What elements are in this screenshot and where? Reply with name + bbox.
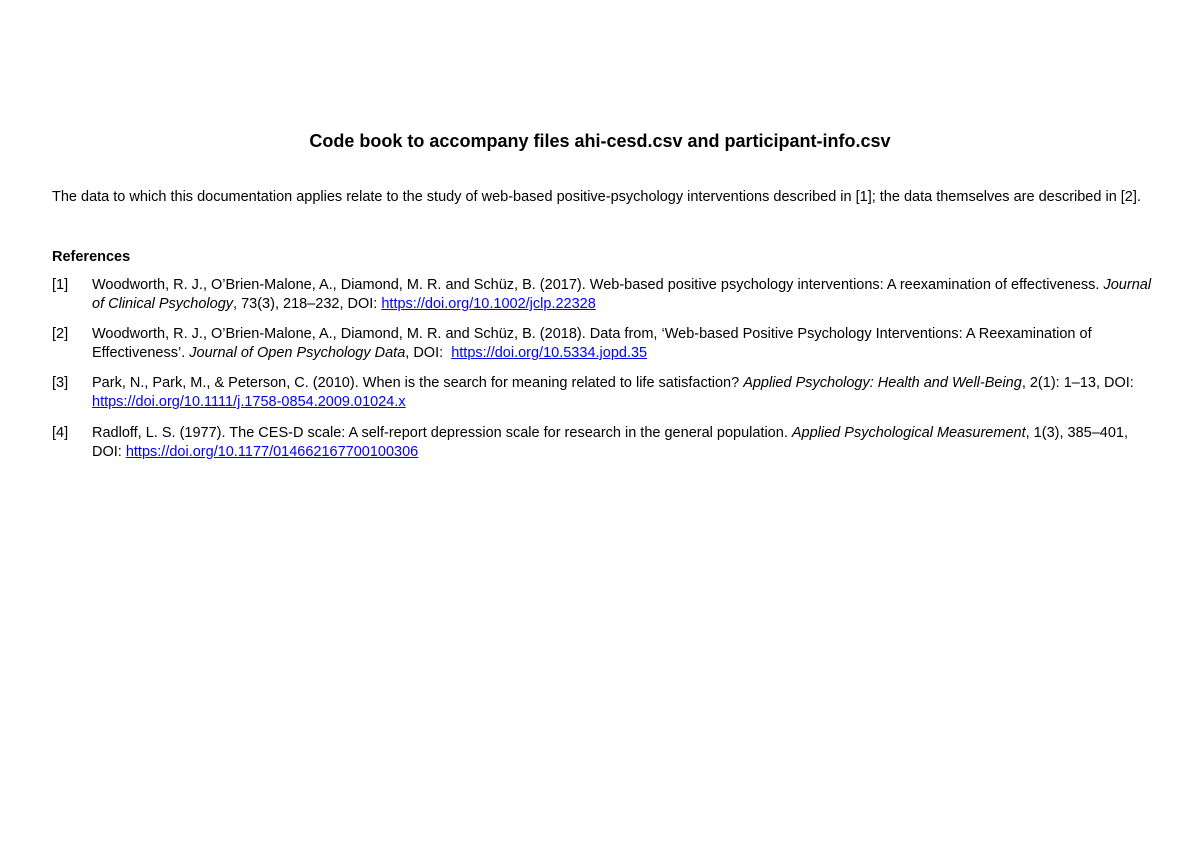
reference-details: , 73(3), 218–232, DOI: bbox=[233, 296, 382, 312]
reference-body bbox=[92, 276, 1152, 314]
references-heading: References bbox=[52, 249, 131, 265]
reference-body bbox=[92, 325, 1152, 363]
reference-item bbox=[52, 276, 1152, 314]
reference-body bbox=[92, 374, 1152, 412]
reference-item bbox=[52, 374, 1152, 412]
intro-paragraph: The data to which this documentation applies relate to the study of web-based positive-psychology interventions described in [1]; the data themselves are described in [2]. bbox=[52, 189, 1141, 205]
reference-item bbox=[52, 325, 1152, 363]
doi-link[interactable]: https://doi.org/10.1177/014662167700100306 bbox=[125, 444, 419, 460]
doi-link[interactable]: https://doi.org/10.1111/j.1758-0854.2009.01024.x bbox=[92, 394, 406, 410]
reference-text: Park, N., Park, M., & Peterson, C. (2010). When is the search for meaning related to life satisfaction? bbox=[92, 375, 744, 391]
reference-text: Woodworth, R. J., O’Brien-Malone, A., Diamond, M. R. and Schüz, B. (2018). Data from, ‘Web-based Positive Psychology Interventions: A Reexamination of Effectiveness’. bbox=[92, 326, 1092, 361]
reference-body bbox=[92, 424, 1152, 462]
reference-details: , 1(3), 385–401, DOI: bbox=[92, 425, 1129, 460]
reference-details: , DOI: bbox=[405, 345, 452, 361]
reference-text: Radloff, L. S. (1977). The CES-D scale: A self-report depression scale for research in the general population. bbox=[92, 425, 792, 441]
reference-journal: Journal of Open Psychology Data bbox=[189, 345, 406, 361]
page-title: Code book to accompany files ahi-cesd.csv and participant-info.csv bbox=[309, 131, 891, 151]
reference-journal: Applied Psychology: Health and Well-Being bbox=[743, 375, 1022, 391]
reference-item bbox=[52, 424, 1152, 462]
doi-link[interactable]: https://doi.org/10.1002/jclp.22328 bbox=[381, 296, 596, 312]
reference-journal: Applied Psychological Measurement bbox=[791, 425, 1026, 441]
reference-text: Woodworth, R. J., O’Brien-Malone, A., Diamond, M. R. and Schüz, B. (2017). Web-based positive psychology interventions: A reexamination of effectiveness. bbox=[92, 277, 1104, 293]
reference-number: [3] bbox=[52, 375, 69, 391]
reference-journal: Journal of Clinical Psychology bbox=[92, 277, 1152, 312]
reference-number: [4] bbox=[52, 425, 69, 441]
doi-link[interactable]: https://doi.org/10.5334.jopd.35 bbox=[451, 345, 648, 361]
reference-details: , 2(1): 1–13, DOI: bbox=[1021, 375, 1134, 391]
reference-number: [2] bbox=[52, 326, 69, 342]
reference-number: [1] bbox=[52, 277, 69, 293]
